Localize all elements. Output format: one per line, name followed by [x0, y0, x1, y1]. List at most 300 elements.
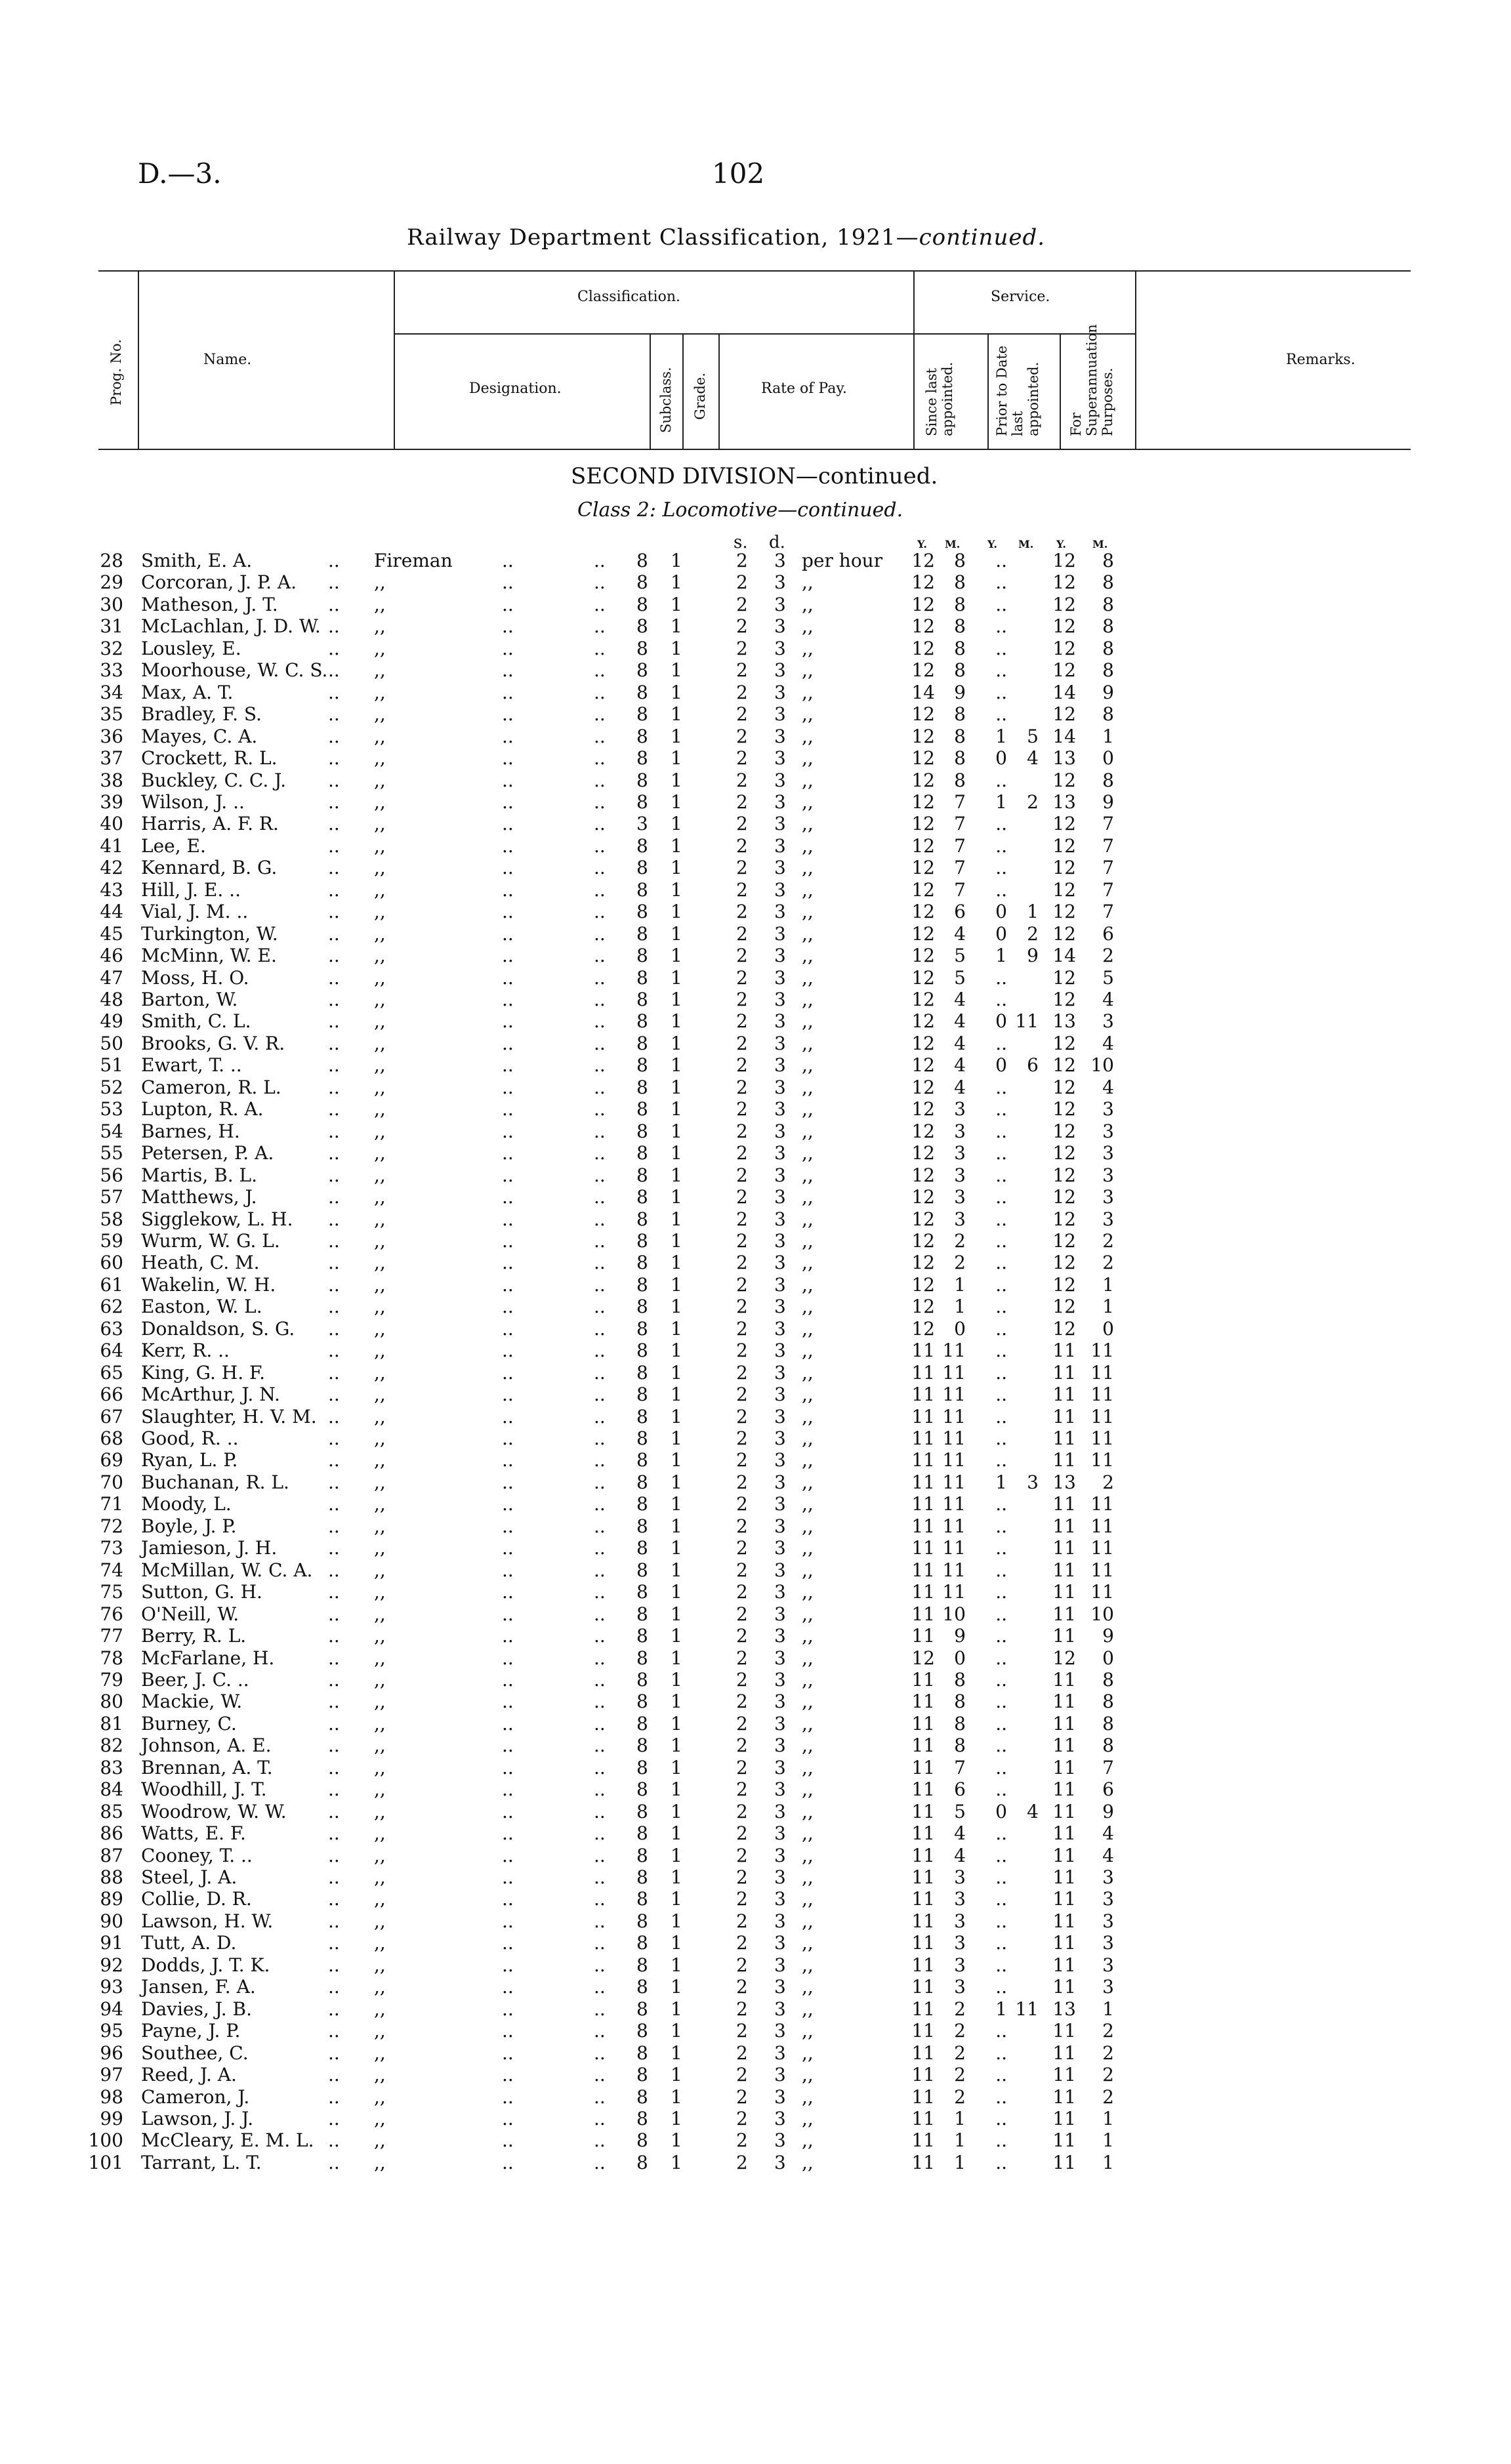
- leader-dots: ..: [502, 966, 514, 989]
- prior-years: ..: [995, 1954, 1007, 1976]
- since-last-years: 11: [911, 1712, 935, 1735]
- superannuation-months: 2: [1102, 2042, 1114, 2064]
- leader-dots: ..: [594, 878, 606, 901]
- grade: 1: [671, 659, 682, 682]
- leader-dots: ..: [502, 878, 514, 901]
- designation: ,,: [374, 1296, 386, 1318]
- subclass: 8: [636, 615, 648, 638]
- leader-dots: ..: [594, 2085, 606, 2108]
- rate-pence: 3: [774, 1449, 786, 1471]
- grade: 1: [671, 1910, 682, 1932]
- rate-period: ,,: [802, 2042, 814, 2064]
- rate-period: per hour: [802, 550, 883, 571]
- grade: 1: [671, 989, 682, 1010]
- leader-dots: ..: [594, 1515, 606, 1537]
- rate-pence: 3: [774, 1142, 786, 1164]
- since-last-years: 11: [911, 1537, 935, 1559]
- leader-dots: ..: [328, 1668, 340, 1691]
- rate-period: ,,: [802, 659, 814, 682]
- rate-period: ,,: [802, 1712, 814, 1735]
- since-last-months: 1: [954, 2107, 966, 2129]
- leader-dots: ..: [594, 1384, 606, 1406]
- since-last-months: 7: [954, 1756, 966, 1778]
- rate-pence: 3: [774, 1296, 786, 1318]
- leader-dots: ..: [328, 1866, 340, 1888]
- rate-period: ,,: [802, 813, 814, 835]
- superannuation-years: 11: [1052, 2107, 1076, 2129]
- leader-dots: ..: [328, 1559, 340, 1581]
- grade: 1: [671, 1778, 682, 1801]
- prog-no: 55: [100, 1142, 123, 1164]
- grade: 1: [671, 878, 682, 901]
- rate-shillings: 2: [736, 1800, 748, 1822]
- since-last-months: 11: [942, 1361, 966, 1384]
- rate-period: ,,: [802, 1976, 814, 1998]
- rate-pence: 3: [774, 1076, 786, 1098]
- superannuation-months: 7: [1102, 1756, 1114, 1778]
- prog-no: 84: [100, 1778, 123, 1801]
- since-last-years: 11: [911, 1515, 935, 1537]
- prog-no: 31: [100, 615, 123, 638]
- superannuation-years: 11: [1052, 2042, 1076, 2064]
- rate-pence: 3: [774, 659, 786, 682]
- since-last-years: 11: [911, 1405, 935, 1427]
- leader-dots: ..: [328, 1340, 340, 1362]
- rate-period: ,,: [802, 615, 814, 638]
- rate-pence: 3: [774, 1032, 786, 1054]
- leader-dots: ..: [328, 637, 340, 659]
- designation: ,,: [374, 1471, 386, 1493]
- superannuation-years: 12: [1052, 966, 1076, 989]
- designation: ,,: [374, 769, 386, 791]
- employee-name: Tarrant, L. T.: [141, 2151, 262, 2173]
- leader-dots: ..: [594, 1208, 606, 1230]
- prior-years: 0: [995, 901, 1007, 923]
- grade: 1: [671, 1054, 682, 1077]
- prior-years: ..: [995, 1493, 1007, 1515]
- leader-dots: ..: [502, 1712, 514, 1735]
- superannuation-years: 11: [1052, 1844, 1076, 1866]
- since-last-months: 2: [954, 2042, 966, 2064]
- rate-pence: 3: [774, 571, 786, 594]
- rate-period: ,,: [802, 1252, 814, 1274]
- rate-period: ,,: [802, 989, 814, 1010]
- prior-years: ..: [995, 1384, 1007, 1406]
- since-last-years: 11: [911, 1603, 935, 1625]
- leader-dots: ..: [594, 593, 606, 615]
- prior-years: 1: [995, 945, 1007, 967]
- leader-dots: ..: [594, 1910, 606, 1932]
- leader-dots: ..: [328, 1010, 340, 1033]
- leader-dots: ..: [328, 593, 340, 615]
- subclass: 8: [636, 769, 648, 791]
- subclass: 8: [636, 747, 648, 770]
- page-number: 102: [712, 157, 765, 190]
- since-last-months: 4: [954, 1076, 966, 1098]
- prog-no: 30: [100, 593, 123, 615]
- prior-years: ..: [995, 1186, 1007, 1208]
- rate-pence: 3: [774, 2020, 786, 2042]
- rate-period: ,,: [802, 747, 814, 770]
- leader-dots: ..: [594, 1976, 606, 1998]
- prog-no: 28: [100, 550, 123, 571]
- subclass: 8: [636, 1449, 648, 1471]
- since-last-years: 11: [911, 1581, 935, 1603]
- rate-shillings: 2: [736, 1076, 748, 1098]
- subclass: 8: [636, 1076, 648, 1098]
- prog-no: 38: [100, 769, 123, 791]
- since-last-months: 8: [954, 703, 966, 726]
- since-last-months: 11: [942, 1515, 966, 1537]
- leader-dots: ..: [594, 1098, 606, 1120]
- prog-no: 29: [100, 571, 123, 594]
- rate-period: ,,: [802, 922, 814, 945]
- superannuation-months: 3: [1102, 1120, 1114, 1142]
- rate-shillings: 2: [736, 1208, 748, 1230]
- prior-years: ..: [995, 1405, 1007, 1427]
- subclass: 8: [636, 1120, 648, 1142]
- grade: 1: [671, 1537, 682, 1559]
- leader-dots: ..: [594, 2107, 606, 2129]
- leader-dots: ..: [594, 1186, 606, 1208]
- employee-name: Collie, D. R.: [141, 1888, 252, 1910]
- employee-name: Crockett, R. L.: [141, 747, 278, 770]
- superannuation-months: 1: [1102, 2129, 1114, 2152]
- subclass: 8: [636, 1625, 648, 1647]
- rate-pence: 3: [774, 1098, 786, 1120]
- leader-dots: ..: [328, 2151, 340, 2173]
- leader-dots: ..: [502, 1581, 514, 1603]
- superannuation-years: 11: [1052, 1932, 1076, 1954]
- since-last-years: 11: [911, 2085, 935, 2108]
- leader-dots: ..: [328, 703, 340, 726]
- employee-name: Slaughter, H. V. M.: [141, 1405, 317, 1427]
- since-last-months: 8: [954, 637, 966, 659]
- rate-period: ,,: [802, 901, 814, 923]
- grade: 1: [671, 791, 682, 813]
- leader-dots: ..: [502, 1208, 514, 1230]
- leader-dots: ..: [502, 1449, 514, 1471]
- rate-shillings: 2: [736, 1888, 748, 1910]
- grade: 1: [671, 1976, 682, 1998]
- employee-name: Brennan, A. T.: [141, 1756, 273, 1778]
- rate-shillings: 2: [736, 945, 748, 967]
- rate-shillings: 2: [736, 2085, 748, 2108]
- superannuation-months: 4: [1102, 1844, 1114, 1866]
- employee-name: McMillan, W. C. A.: [141, 1559, 313, 1581]
- employee-name: Reed, J. A.: [141, 2064, 237, 2086]
- since-last-months: 7: [954, 834, 966, 857]
- subclass: 8: [636, 1822, 648, 1845]
- subclass: 8: [636, 1691, 648, 1713]
- rate-pence: 3: [774, 725, 786, 747]
- header-remarks: Remarks.: [1286, 352, 1356, 368]
- since-last-months: 8: [954, 769, 966, 791]
- prog-no: 58: [100, 1208, 123, 1230]
- leader-dots: ..: [502, 2151, 514, 2173]
- leader-dots: ..: [328, 2042, 340, 2064]
- rate-period: ,,: [802, 1076, 814, 1098]
- designation: ,,: [374, 1186, 386, 1208]
- prog-no: 86: [100, 1822, 123, 1845]
- grade: 1: [671, 593, 682, 615]
- grade: 1: [671, 1844, 682, 1866]
- designation: ,,: [374, 1098, 386, 1120]
- designation: ,,: [374, 1976, 386, 1998]
- prog-no: 92: [100, 1954, 123, 1976]
- rate-shillings: 2: [736, 1186, 748, 1208]
- since-last-years: 11: [911, 2129, 935, 2152]
- prog-no: 72: [100, 1515, 123, 1537]
- subclass: 8: [636, 593, 648, 615]
- leader-dots: ..: [502, 1625, 514, 1647]
- grade: 1: [671, 1647, 682, 1669]
- leader-dots: ..: [502, 1229, 514, 1252]
- rate-period: ,,: [802, 1625, 814, 1647]
- rate-period: ,,: [802, 966, 814, 989]
- since-last-years: 11: [911, 2064, 935, 2086]
- superannuation-months: 1: [1102, 1998, 1114, 2020]
- subclass: 8: [636, 1032, 648, 1054]
- superannuation-months: 1: [1102, 725, 1114, 747]
- rate-shillings: 2: [736, 1932, 748, 1954]
- prog-no: 65: [100, 1361, 123, 1384]
- employee-name: Payne, J. P.: [141, 2020, 241, 2042]
- designation: ,,: [374, 1427, 386, 1449]
- superannuation-months: 6: [1102, 1778, 1114, 1801]
- rate-shillings: 2: [736, 1822, 748, 1845]
- designation: ,,: [374, 901, 386, 923]
- employee-name: Woodrow, W. W.: [141, 1800, 287, 1822]
- prog-no: 78: [100, 1647, 123, 1669]
- rate-pence: 3: [774, 1712, 786, 1735]
- leader-dots: ..: [328, 2020, 340, 2042]
- employee-name: McFarlane, H.: [141, 1647, 275, 1669]
- superannuation-years: 12: [1052, 1296, 1076, 1318]
- prog-no: 45: [100, 922, 123, 945]
- leader-dots: ..: [502, 2107, 514, 2129]
- leader-dots: ..: [502, 659, 514, 682]
- rate-pence: 3: [774, 1625, 786, 1647]
- rate-shillings: 2: [736, 966, 748, 989]
- employee-name: Dodds, J. T. K.: [141, 1954, 270, 1976]
- since-last-months: 3: [954, 1954, 966, 1976]
- leader-dots: ..: [594, 1932, 606, 1954]
- rate-period: ,,: [802, 2151, 814, 2173]
- since-last-years: 12: [911, 857, 935, 879]
- prior-years: 0: [995, 747, 1007, 770]
- subclass: 8: [636, 1164, 648, 1186]
- rate-pence: 3: [774, 1273, 786, 1296]
- superannuation-months: 11: [1090, 1340, 1114, 1362]
- rate-pence: 3: [774, 1229, 786, 1252]
- superannuation-years: 12: [1052, 1208, 1076, 1230]
- superannuation-months: 1: [1102, 2151, 1114, 2173]
- superannuation-months: 7: [1102, 813, 1114, 835]
- superannuation-years: 12: [1052, 1317, 1076, 1340]
- superannuation-years: 11: [1052, 2064, 1076, 2086]
- superannuation-months: 11: [1090, 1581, 1114, 1603]
- leader-dots: ..: [594, 1581, 606, 1603]
- superannuation-years: 11: [1052, 1668, 1076, 1691]
- leader-dots: ..: [594, 2064, 606, 2086]
- leader-dots: ..: [502, 1537, 514, 1559]
- grade: 1: [671, 922, 682, 945]
- prior-years: ..: [995, 1317, 1007, 1340]
- prog-no: 40: [100, 813, 123, 835]
- subclass: 8: [636, 1866, 648, 1888]
- unit-years-2: Y.: [987, 538, 997, 550]
- leader-dots: ..: [502, 901, 514, 923]
- employee-name: Barnes, H.: [141, 1120, 240, 1142]
- prior-years: ..: [995, 1712, 1007, 1735]
- subclass: 8: [636, 1976, 648, 1998]
- rate-pence: 3: [774, 703, 786, 726]
- prior-years: ..: [995, 681, 1007, 703]
- leader-dots: ..: [594, 791, 606, 813]
- rate-pence: 3: [774, 945, 786, 967]
- unit-months-2: M.: [1018, 538, 1034, 550]
- since-last-years: 12: [911, 1252, 935, 1274]
- grade: 1: [671, 1493, 682, 1515]
- leader-dots: ..: [594, 1142, 606, 1164]
- leader-dots: ..: [328, 945, 340, 967]
- header-superannuation: For Superannuation Purposes.: [1068, 324, 1115, 436]
- employee-name: Martis, B. L.: [141, 1164, 257, 1186]
- leader-dots: ..: [502, 1822, 514, 1845]
- since-last-months: 8: [954, 1668, 966, 1691]
- leader-dots: ..: [594, 1471, 606, 1493]
- prog-no: 85: [100, 1800, 123, 1822]
- superannuation-months: 11: [1090, 1537, 1114, 1559]
- prog-no: 88: [100, 1866, 123, 1888]
- leader-dots: ..: [594, 2042, 606, 2064]
- leader-dots: ..: [502, 615, 514, 638]
- since-last-years: 11: [911, 2107, 935, 2129]
- since-last-years: 11: [911, 1866, 935, 1888]
- since-last-months: 11: [942, 1405, 966, 1427]
- since-last-months: 2: [954, 1252, 966, 1274]
- designation: ,,: [374, 2020, 386, 2042]
- superannuation-months: 7: [1102, 901, 1114, 923]
- rate-period: ,,: [802, 878, 814, 901]
- leader-dots: ..: [328, 1844, 340, 1866]
- superannuation-months: 3: [1102, 1888, 1114, 1910]
- since-last-months: 11: [942, 1493, 966, 1515]
- subclass: 8: [636, 1800, 648, 1822]
- superannuation-months: 11: [1090, 1427, 1114, 1449]
- leader-dots: ..: [594, 1844, 606, 1866]
- superannuation-years: 12: [1052, 550, 1076, 571]
- leader-dots: ..: [594, 1296, 606, 1318]
- rate-shillings: 2: [736, 659, 748, 682]
- prior-years: ..: [995, 1735, 1007, 1757]
- prior-years: 0: [995, 922, 1007, 945]
- rate-period: ,,: [802, 1010, 814, 1033]
- grade: 1: [671, 615, 682, 638]
- leader-dots: ..: [594, 989, 606, 1010]
- subclass: 8: [636, 1998, 648, 2020]
- leader-dots: ..: [502, 637, 514, 659]
- since-last-years: 12: [911, 1296, 935, 1318]
- employee-name: Moss, H. O.: [141, 966, 249, 989]
- prog-no: 76: [100, 1603, 123, 1625]
- rate-period: ,,: [802, 1691, 814, 1713]
- superannuation-years: 11: [1052, 2085, 1076, 2108]
- subclass: 8: [636, 1208, 648, 1230]
- rate-period: ,,: [802, 1142, 814, 1164]
- col-divider-2: [394, 270, 395, 449]
- leader-dots: ..: [328, 681, 340, 703]
- leader-dots: ..: [502, 571, 514, 594]
- superannuation-years: 12: [1052, 637, 1076, 659]
- leader-dots: ..: [502, 1976, 514, 1998]
- prog-no: 43: [100, 878, 123, 901]
- designation: ,,: [374, 857, 386, 879]
- leader-dots: ..: [594, 1822, 606, 1845]
- since-last-years: 12: [911, 593, 935, 615]
- grade: 1: [671, 1603, 682, 1625]
- leader-dots: ..: [594, 1998, 606, 2020]
- superannuation-months: 3: [1102, 1976, 1114, 1998]
- header-prior-to-date: Prior to Date last appointed.: [994, 345, 1041, 436]
- superannuation-months: 4: [1102, 1822, 1114, 1845]
- prog-no: 54: [100, 1120, 123, 1142]
- prior-years: ..: [995, 769, 1007, 791]
- since-last-years: 12: [911, 550, 935, 571]
- rate-shillings: 2: [736, 769, 748, 791]
- rate-period: ,,: [802, 1427, 814, 1449]
- employee-name: O'Neill, W.: [141, 1603, 239, 1625]
- subclass: 8: [636, 1471, 648, 1493]
- prog-no: 32: [100, 637, 123, 659]
- prior-months: 5: [1027, 725, 1039, 747]
- leader-dots: ..: [594, 813, 606, 835]
- rate-period: ,,: [802, 1756, 814, 1778]
- leader-dots: ..: [502, 1076, 514, 1098]
- rate-period: ,,: [802, 1998, 814, 2020]
- designation: ,,: [374, 1866, 386, 1888]
- leader-dots: ..: [594, 1120, 606, 1142]
- employee-name: Steel, J. A.: [141, 1866, 238, 1888]
- leader-dots: ..: [328, 1296, 340, 1318]
- since-last-months: 1: [954, 1273, 966, 1296]
- prior-months: 11: [1015, 1998, 1039, 2020]
- superannuation-months: 7: [1102, 834, 1114, 857]
- designation: ,,: [374, 681, 386, 703]
- subclass: 8: [636, 2151, 648, 2173]
- rate-period: ,,: [802, 1735, 814, 1757]
- leader-dots: ..: [502, 703, 514, 726]
- since-last-years: 12: [911, 1164, 935, 1186]
- rate-period: ,,: [802, 2129, 814, 2152]
- prog-no: 46: [100, 945, 123, 967]
- designation: ,,: [374, 1493, 386, 1515]
- leader-dots: ..: [502, 1384, 514, 1406]
- subclass: 8: [636, 1340, 648, 1362]
- prog-no: 35: [100, 703, 123, 726]
- employee-name: Good, R. ..: [141, 1427, 239, 1449]
- rate-shillings: 2: [736, 2107, 748, 2129]
- superannuation-months: 3: [1102, 1208, 1114, 1230]
- header-rate-of-pay: Rate of Pay.: [761, 380, 847, 397]
- rate-period: ,,: [802, 1164, 814, 1186]
- rate-shillings: 2: [736, 1142, 748, 1164]
- prog-no: 79: [100, 1668, 123, 1691]
- subclass: 8: [636, 2107, 648, 2129]
- rate-pence: 3: [774, 1515, 786, 1537]
- prior-years: ..: [995, 1427, 1007, 1449]
